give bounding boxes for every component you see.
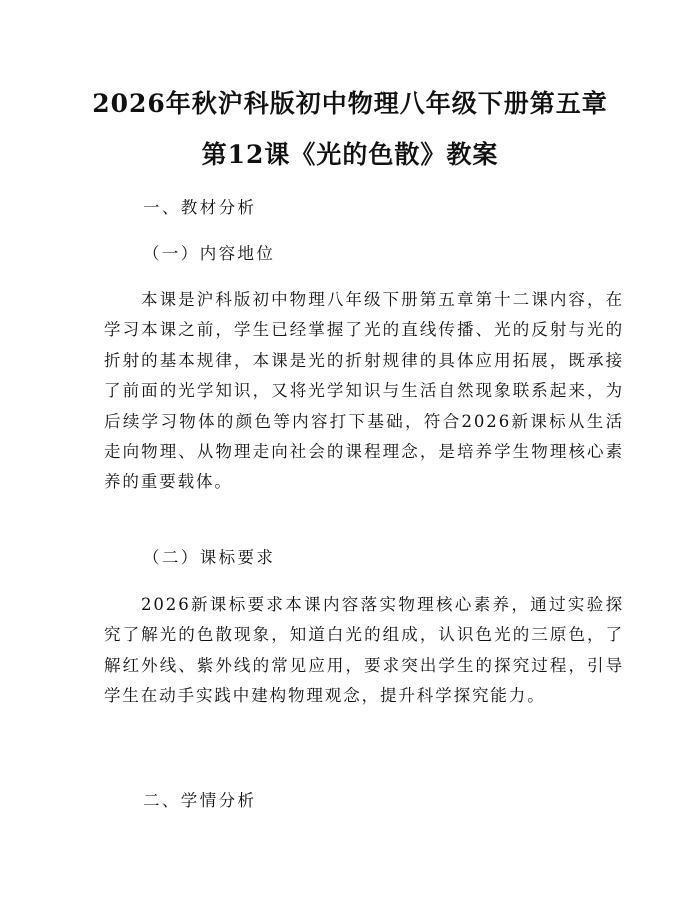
subsection-heading-curriculum-requirements: （二）课标要求	[143, 548, 276, 567]
section-heading-textbook-analysis: 一、教材分析	[143, 198, 257, 217]
paragraph-curriculum-requirements: 2026新课标要求本课内容落实物理核心素养，通过实验探究了解光的色散现象，知道白光的组成，认识色光的三原色，了解红外线、紫外线的常见应用，要求突出学生的探究过程，引导学生在动手实践中建构物理观念，提升科学探究能力。	[104, 595, 624, 706]
document-title-line-1: 2026年秋沪科版初中物理八年级下册第五章	[92, 89, 608, 118]
section-heading-learner-analysis: 二、学情分析	[143, 791, 257, 810]
subsection-heading-content-position: （一）内容地位	[143, 244, 276, 263]
paragraph-content-position: 本课是沪科版初中物理八年级下册第五章第十二课内容，在学习本课之前，学生已经掌握了光的直线传播、光的反射与光的折射的基本规律，本课是光的折射规律的具体应用拓展，既承接了前面的光学知识，又将光学知识与生活自然现象联系起来，为后续学习物体的颜色等内容打下基础，符合2026新课标从生活走向物理、从物理走向社会的课程理念，是培养学生物理核心素养的重要载体。	[104, 290, 624, 492]
document-title-line-2: 第12课《光的色散》教案	[201, 140, 499, 169]
